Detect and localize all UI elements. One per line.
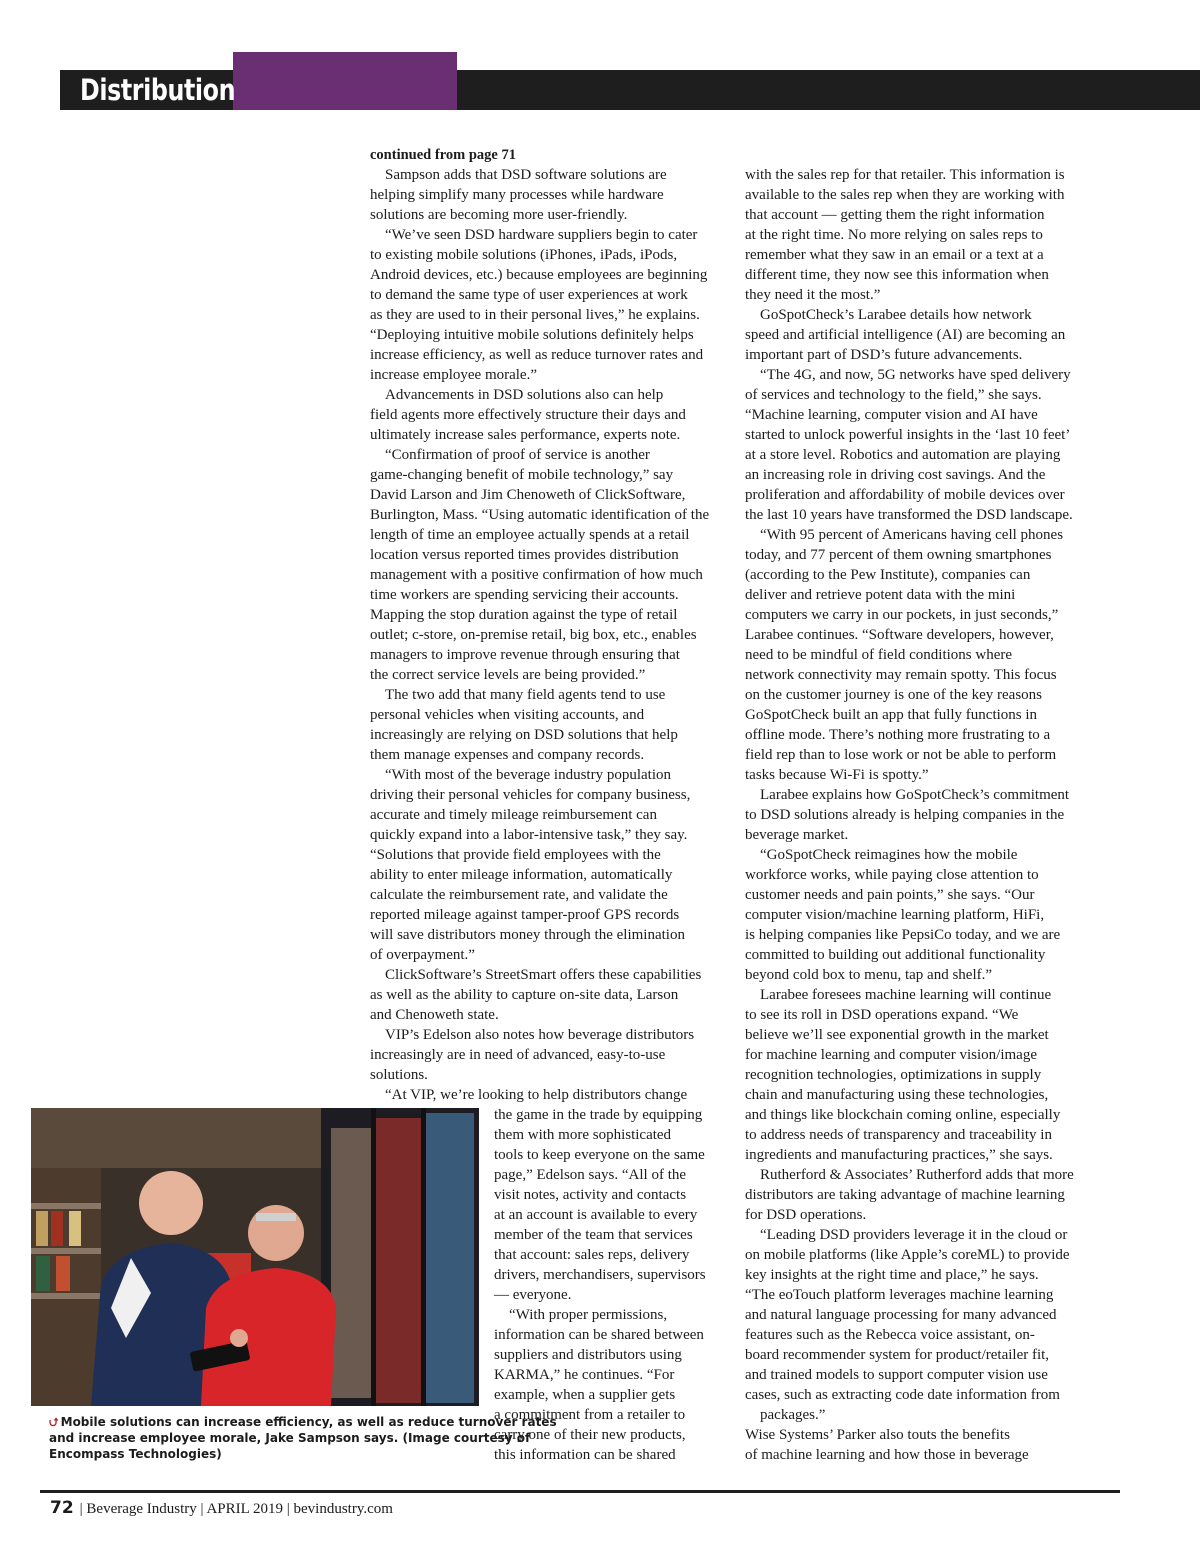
text-line: network connectivity may remain spotty. This focus: [745, 667, 1057, 683]
text-line: Advancements in DSD solutions also can help: [385, 387, 664, 403]
text-line: different time, they now see this information when: [745, 267, 1049, 283]
text-line: an increasing role in driving cost savings. And the: [745, 467, 1046, 483]
photo-caption: [49, 1414, 557, 1462]
text-line: started to unlock powerful insights in the ‘last 10 feet’: [745, 427, 1071, 443]
text-line: KARMA,” he continues. “For: [494, 1367, 675, 1383]
text-line: deliver and retrieve potent data with the mini: [745, 587, 1016, 603]
text-line: reported mileage against tamper-proof GPS records: [370, 907, 680, 923]
text-line: “With 95 percent of Americans having cell phones: [760, 527, 1064, 543]
text-line: on mobile platforms (like Apple’s coreML) to provide: [745, 1247, 1070, 1263]
text-line: chain and manufacturing using these technologies,: [745, 1087, 1049, 1103]
text-line: Rutherford & Associates’ Rutherford adds that more: [760, 1167, 1074, 1183]
text-line: at the right time. No more relying on sales reps to: [745, 227, 1043, 243]
text-line: management with a positive confirmation of how much: [370, 567, 703, 583]
text-line: them manage expenses and company records.: [370, 747, 645, 763]
text-line: the correct service levels are being provided.”: [370, 667, 646, 683]
text-line: beyond cold box to menu, tap and shelf.”: [745, 967, 993, 983]
text-line: available to the sales rep when they are working with: [745, 187, 1065, 203]
text-line: proliferation and affordability of mobile devices over: [745, 487, 1065, 503]
text-line: helping simplify many processes while hardware: [370, 187, 664, 203]
caption-line: and increase employee morale, Jake Sampson says. (Image courtesy of: [49, 1431, 531, 1445]
text-line: solutions are becoming more user-friendly.: [370, 207, 628, 223]
text-line: managers to improve revenue through ensuring that: [370, 647, 680, 663]
text-line: for machine learning and computer vision/image: [745, 1047, 1037, 1063]
section-title: Distribution: [80, 73, 236, 107]
text-line: “We’ve seen DSD hardware suppliers begin to cater: [385, 227, 698, 243]
text-line: Android devices, etc.) because employees are beginning: [370, 267, 708, 283]
text-line: computer vision/machine learning platform, HiFi,: [745, 907, 1045, 923]
article-photo: [31, 1108, 479, 1406]
text-line: “With most of the beverage industry population: [385, 767, 671, 783]
text-line: personal vehicles when visiting accounts, and: [370, 707, 645, 723]
text-line: offline mode. There’s nothing more frustrating to a: [745, 727, 1051, 743]
text-line: with the sales rep for that retailer. This information is: [745, 167, 1065, 183]
text-line: ingredients and manufacturing practices,” she says.: [745, 1147, 1053, 1163]
text-line: length of time an employee actually spends at a retail: [370, 527, 690, 543]
article-column-1: [370, 145, 730, 1105]
article-column-1-narrow: [494, 1105, 730, 1465]
text-line: as well as the ability to capture on-site data, Larson: [370, 987, 679, 1003]
text-line: Wise Systems’ Parker also touts the benefits: [745, 1427, 1010, 1443]
text-line: computers we carry in our pockets, in just seconds,”: [745, 607, 1059, 623]
text-line: to address needs of transparency and traceability in: [745, 1127, 1052, 1143]
caption-arrow-icon: ⮍: [49, 1415, 59, 1429]
text-line: at an account is available to every: [494, 1207, 698, 1223]
text-line: beverage market.: [745, 827, 849, 843]
text-line: to existing mobile solutions (iPhones, iPads, iPods,: [370, 247, 678, 263]
text-line: increase efficiency, as well as reduce turnover rates and: [370, 347, 704, 363]
text-line: game-changing benefit of mobile technology,” say: [370, 467, 674, 483]
caption-line: Encompass Technologies): [49, 1447, 222, 1461]
footer-rule: [40, 1490, 1120, 1493]
text-line: location versus reported times provides distribution: [370, 547, 679, 563]
text-line: distributors are taking advantage of machine learning: [745, 1187, 1065, 1203]
text-line: “The 4G, and now, 5G networks have sped delivery: [760, 367, 1071, 383]
column-1-text: [370, 165, 730, 1105]
text-line: “GoSpotCheck reimagines how the mobile: [760, 847, 1018, 863]
text-line: and Chenoweth state.: [370, 1007, 499, 1023]
text-line: that account — getting them the right information: [745, 207, 1045, 223]
text-line: driving their personal vehicles for company business,: [370, 787, 691, 803]
text-line: to DSD solutions already is helping companies in the: [745, 807, 1065, 823]
text-line: as they are used to in their personal lives,” he explains.: [370, 307, 700, 323]
text-line: field agents more effectively structure their days and: [370, 407, 686, 423]
text-line: remember what they saw in an email or a text at a: [745, 247, 1044, 263]
text-line: of overpayment.”: [370, 947, 475, 963]
text-line: visit notes, activity and contacts: [494, 1187, 687, 1203]
text-line: ability to enter mileage information, automatically: [370, 867, 673, 883]
text-line: accurate and timely mileage reimbursement can: [370, 807, 657, 823]
text-line: that account: sales reps, delivery: [494, 1247, 690, 1263]
text-line: “With proper permissions,: [509, 1307, 668, 1323]
text-line: “Deploying intuitive mobile solutions definitely helps: [370, 327, 694, 343]
text-line: carry one of their new products,: [494, 1427, 686, 1443]
text-line: committed to building out additional functionality: [745, 947, 1046, 963]
text-line: cases, such as extracting code date information from: [745, 1387, 1060, 1403]
text-line: page,” Edelson says. “All of the: [494, 1167, 687, 1183]
text-line: to demand the same type of user experiences at work: [370, 287, 688, 303]
text-line: recognition technologies, optimizations in supply: [745, 1067, 1042, 1083]
text-line: “The eoTouch platform leverages machine learning: [745, 1287, 1054, 1303]
text-line: important part of DSD’s future advancements.: [745, 347, 1023, 363]
text-line: and natural language processing for many advanced: [745, 1307, 1057, 1323]
text-line: information can be shared between: [494, 1327, 704, 1343]
text-line: suppliers and distributors using: [494, 1347, 682, 1363]
text-line: GoSpotCheck built an app that fully functions in: [745, 707, 1038, 723]
text-line: Sampson adds that DSD software solutions are: [385, 167, 667, 183]
continued-note: continued from page 71: [370, 147, 516, 163]
text-line: “Solutions that provide field employees with the: [370, 847, 661, 863]
text-line: tasks because Wi-Fi is spotty.”: [745, 767, 929, 783]
text-line: time workers are spending servicing their accounts.: [370, 587, 679, 603]
text-line: speed and artificial intelligence (AI) are becoming an: [745, 327, 1066, 343]
text-line: ultimately increase sales performance, experts note.: [370, 427, 681, 443]
text-line: a commitment from a retailer to: [494, 1407, 686, 1423]
text-line: for DSD operations.: [745, 1207, 867, 1223]
text-line: to see its roll in DSD operations expand. “We: [745, 1007, 1019, 1023]
text-line: “At VIP, we’re looking to help distributors change: [385, 1087, 688, 1103]
text-line: increasingly are relying on DSD solutions that help: [370, 727, 678, 743]
text-line: “Confirmation of proof of service is another: [385, 447, 650, 463]
text-line: board recommender system for product/retailer fit,: [745, 1347, 1050, 1363]
section-header-accent: [233, 52, 457, 110]
text-line: field rep than to lose work or not be able to perform: [745, 747, 1057, 763]
text-line: increasingly are in need of advanced, easy-to-use: [370, 1047, 666, 1063]
text-line: drivers, merchandisers, supervisors: [494, 1267, 706, 1283]
text-line: VIP’s Edelson also notes how beverage distributors: [385, 1027, 695, 1043]
text-line: of services and technology to the field,” she says.: [745, 387, 1042, 403]
text-line: calculate the reimbursement rate, and validate the: [370, 887, 668, 903]
text-line: the game in the trade by equipping: [494, 1107, 703, 1123]
text-line: tools to keep everyone on the same: [494, 1147, 705, 1163]
text-line: “Machine learning, computer vision and AI have: [745, 407, 1038, 423]
text-line: this information can be shared: [494, 1447, 676, 1463]
text-line: of machine learning and how those in beverage: [745, 1447, 1029, 1463]
text-line: quickly expand into a labor-intensive task,” they say.: [370, 827, 688, 843]
text-line: the last 10 years have transformed the DSD landscape.: [745, 507, 1073, 523]
text-line: ClickSoftware’s StreetSmart offers these capabilities: [385, 967, 702, 983]
page-footer: [50, 1497, 393, 1519]
text-line: will save distributors money through the elimination: [370, 927, 685, 943]
article-column-2: [745, 165, 1105, 1465]
text-line: example, when a supplier gets: [494, 1387, 676, 1403]
text-line: Larabee foresees machine learning will continue: [760, 987, 1052, 1003]
text-line: The two add that many field agents tend to use: [385, 687, 666, 703]
text-line: packages.”: [760, 1407, 826, 1423]
text-line: GoSpotCheck’s Larabee details how network: [760, 307, 1032, 323]
text-line: on the customer journey is one of the key reasons: [745, 687, 1043, 703]
text-line: solutions.: [370, 1067, 428, 1083]
text-line: they need it the most.”: [745, 287, 881, 303]
text-line: (according to the Pew Institute), companies can: [745, 567, 1031, 583]
text-line: today, and 77 percent of them owning smartphones: [745, 547, 1052, 563]
text-line: Mapping the stop duration against the type of retail: [370, 607, 678, 623]
text-line: increase employee morale.”: [370, 367, 537, 383]
text-line: — everyone.: [494, 1287, 572, 1303]
footer-publication: | Beverage Industry | APRIL 2019 | bevindustry.com: [79, 1501, 393, 1517]
text-line: and trained models to support computer vision use: [745, 1367, 1048, 1383]
text-line: “Leading DSD providers leverage it in the cloud or: [760, 1227, 1068, 1243]
text-line: Larabee explains how GoSpotCheck’s commitment: [760, 787, 1070, 803]
caption-line: Mobile solutions can increase efficiency, as well as reduce turnover rates: [60, 1415, 557, 1429]
text-line: customer needs and pain points,” she says. “Our: [745, 887, 1035, 903]
text-line: features such as the Rebecca voice assistant, on-: [745, 1327, 1035, 1343]
text-line: believe we’ll see exponential growth in the market: [745, 1027, 1049, 1043]
text-line: at a store level. Robotics and automation are playing: [745, 447, 1061, 463]
page-number: 72: [50, 1498, 74, 1518]
text-line: key insights at the right time and place,” he says.: [745, 1267, 1039, 1283]
text-line: need to be mindful of field conditions where: [745, 647, 1013, 663]
text-line: member of the team that services: [494, 1227, 693, 1243]
text-line: is helping companies like PepsiCo today, and we are: [745, 927, 1061, 943]
text-line: Larabee continues. “Software developers, however,: [745, 627, 1054, 643]
text-line: outlet; c-store, on-premise retail, big box, etc., enables: [370, 627, 697, 643]
text-line: Burlington, Mass. “Using automatic identification of the: [370, 507, 710, 523]
text-line: and things like blockchain coming online, especially: [745, 1107, 1061, 1123]
text-line: them with more sophisticated: [494, 1127, 672, 1143]
text-line: David Larson and Jim Chenoweth of ClickSoftware,: [370, 487, 686, 503]
text-line: workforce works, while paying close attention to: [745, 867, 1039, 883]
